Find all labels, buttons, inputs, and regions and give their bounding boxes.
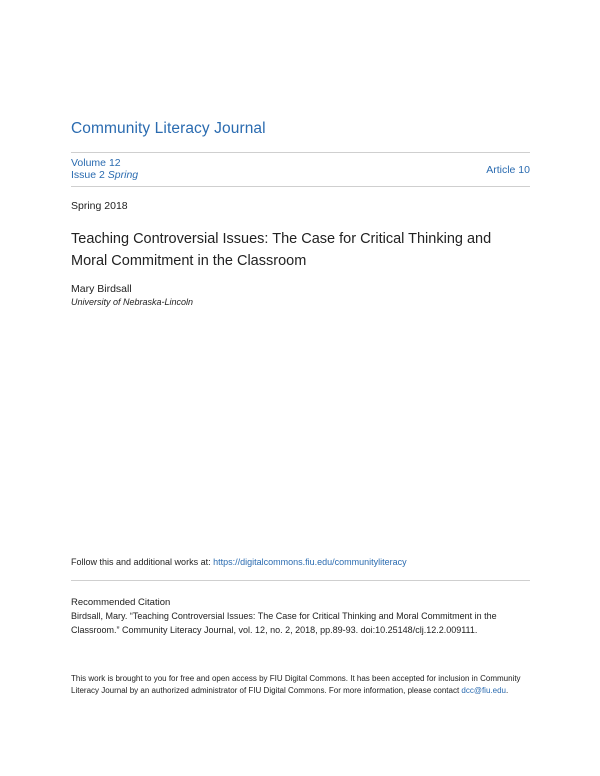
publication-date: Spring 2018 bbox=[71, 200, 128, 212]
citation-heading: Recommended Citation bbox=[71, 597, 171, 608]
access-notice bbox=[71, 673, 531, 696]
middle-divider bbox=[71, 186, 530, 187]
issue-link[interactable] bbox=[71, 169, 138, 181]
follow-text: Follow this and additional works at: bbox=[71, 557, 214, 567]
volume-link[interactable]: Volume 12 bbox=[71, 157, 121, 169]
issue-number: Issue 2 bbox=[71, 169, 105, 181]
access-notice-end: . bbox=[505, 685, 509, 695]
author-affiliation: University of Nebraska-Lincoln bbox=[71, 297, 194, 307]
issue-season: Spring bbox=[107, 169, 139, 181]
article-number-link[interactable]: Article 10 bbox=[486, 164, 530, 176]
volume-issue-block bbox=[71, 157, 138, 181]
citation-text: Birdsall, Mary. “Teaching Controversial Issues: The Case for Critical Thinking and Moral Commitment in the Classroom.” Community Literacy Journal, vol. 12, no. 2, 2018, pp.89-93. doi:10.25148/clj.12.2.009111. bbox=[71, 611, 497, 635]
access-notice-text: This work is brought to you for free and open access by FIU Digital Commons. It has been accepted for inclusion in Community Literacy Journal by an authorized administrator of FIU Digital Commons. For more information, please contact bbox=[71, 674, 521, 695]
contact-email-link[interactable]: dcc@fiu.edu bbox=[461, 685, 506, 695]
author-name: Mary Birdsall bbox=[71, 283, 132, 295]
journal-title-link[interactable]: Community Literacy Journal bbox=[71, 120, 266, 137]
top-divider bbox=[71, 152, 530, 153]
collection-link[interactable]: https://digitalcommons.fiu.edu/communityliteracy bbox=[213, 557, 407, 567]
follow-line bbox=[71, 557, 407, 567]
article-title: Teaching Controversial Issues: The Case for Critical Thinking and Moral Commitment in the Classroom bbox=[71, 231, 492, 269]
citation-divider bbox=[71, 580, 530, 581]
